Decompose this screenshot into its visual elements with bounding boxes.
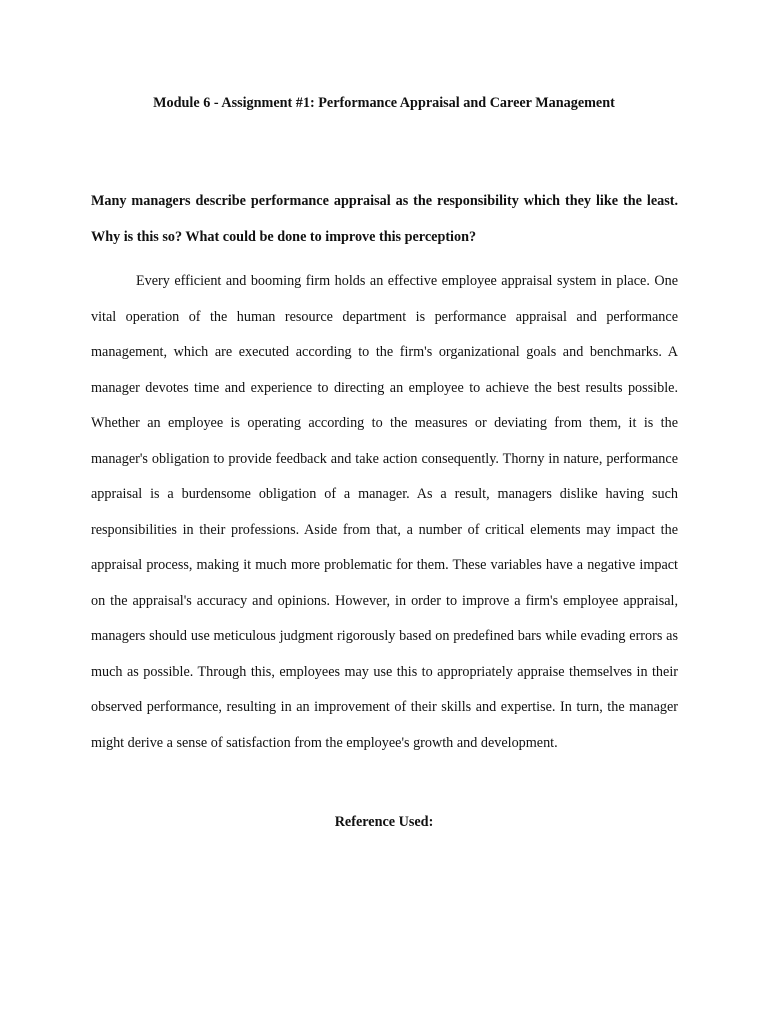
body-paragraph: Every efficient and booming firm holds an effective employee appraisal system in place. One vital operation of the human resource department is performance appraisal and performance management, which are executed according to the firm's organizational goals and benchmarks. A manager devotes time and experience to directing an employee to achieve the best results possible. Whether an employee is operating according to the measures or deviating from them, it is the manager's obligation to provide feedback and take action consequently. Thorny in nature, performance appraisal is a burdensome obligation of a manager. As a result, managers dislike having such responsibilities in their professions. Aside from that, a number of critical elements may impact the appraisal process, making it much more problematic for them. These variables have a negative impact on the appraisal's accuracy and opinions. However, in order to improve a firm's employee appraisal, managers should use meticulous judgment rigorously based on predefined bars while evading errors as much as possible. Through this, employees may use this to appropriately appraise themselves in their observed performance, resulting in an improvement of their skills and expertise. In turn, the manager might derive a sense of satisfaction from the employee's growth and development.	[91, 273, 678, 751]
question-paragraph: Many managers describe performance appraisal as the responsibility which they like the least. Why is this so? What could be done to improve this perception?	[91, 193, 678, 245]
reference-heading: Reference Used:	[334, 814, 434, 830]
document-title: Module 6 - Assignment #1: Performance Appraisal and Career Management	[153, 95, 615, 111]
